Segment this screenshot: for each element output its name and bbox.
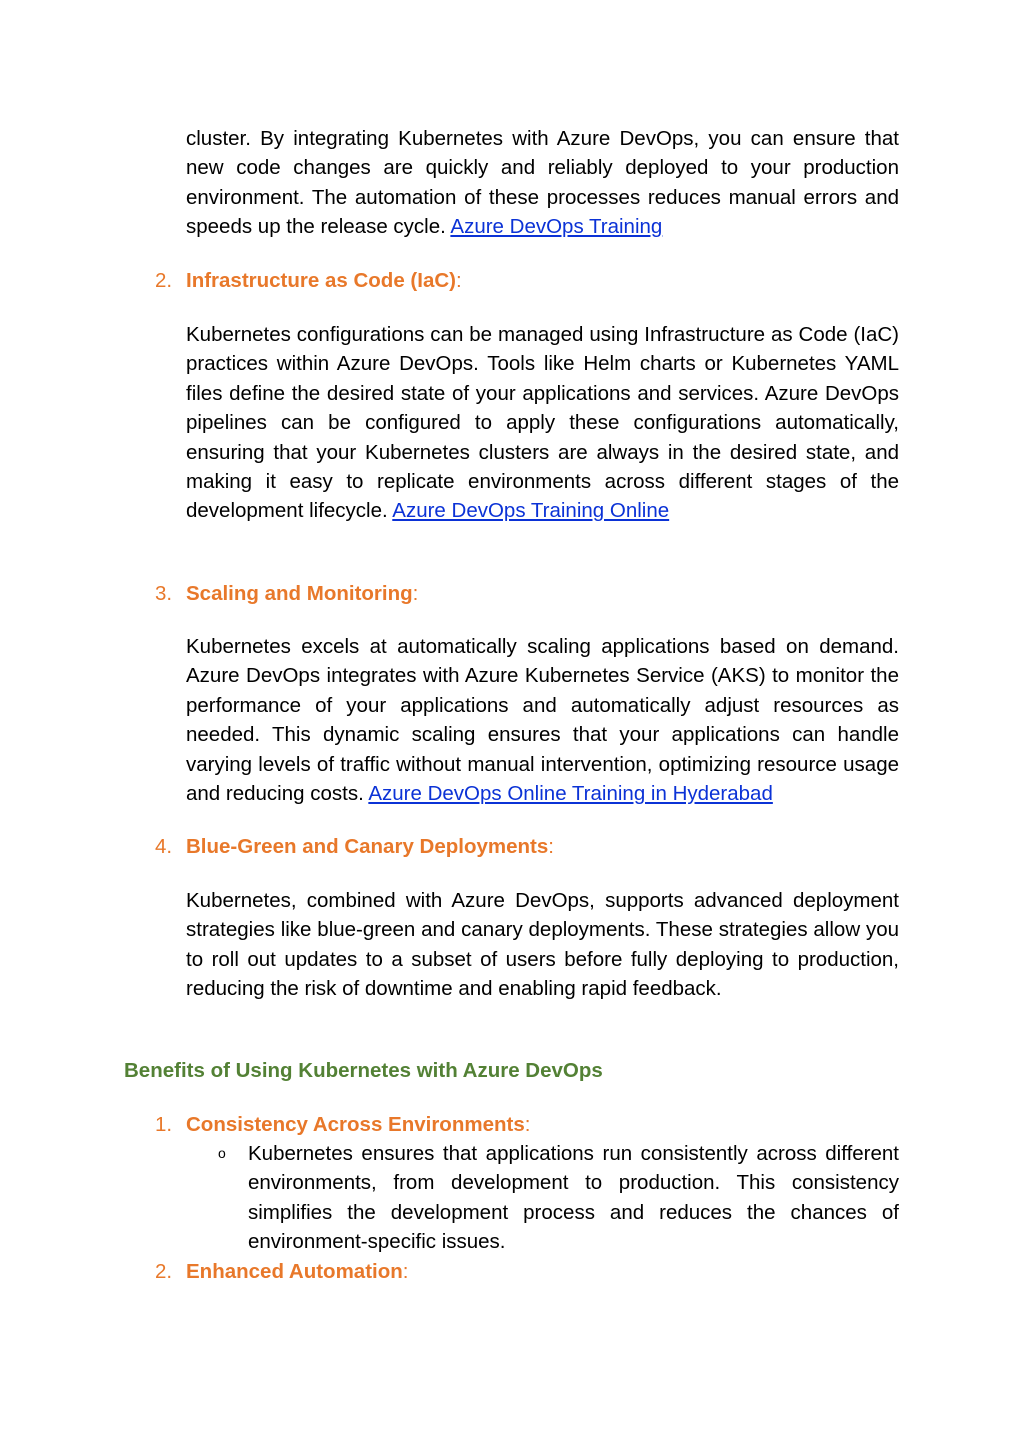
list-item-heading-automation <box>155 1257 899 1286</box>
azure-devops-training-online-link[interactable]: Azure DevOps Training Online <box>392 499 670 523</box>
consistency-bullet-text: Kubernetes ensures that applications run consistently across different environments, from development to production. This consistency simplifies the development process and reduces the chances of environment-specific issues. <box>248 1142 899 1254</box>
item-colon: : <box>548 835 554 858</box>
list-number: 4. <box>155 835 173 858</box>
list-item-heading-scaling <box>155 579 899 608</box>
item-title: Enhanced Automation <box>186 1260 403 1283</box>
list-item-heading-iac <box>155 266 899 295</box>
list-item-heading-consistency <box>155 1110 899 1139</box>
azure-devops-training-link[interactable]: Azure DevOps Training <box>450 215 663 239</box>
bullet-marker: o <box>218 1145 226 1161</box>
item-colon: : <box>524 1113 531 1136</box>
intro-text: cluster. By integrating Kubernetes with Azure DevOps, you can ensure that new code changes are quickly and reliably deployed to your production environment. The automation of these processes reduces manual errors and speeds up the release cycle. <box>186 127 899 239</box>
scaling-paragraph <box>186 632 899 808</box>
iac-paragraph <box>186 320 899 526</box>
list-item-heading-blue-green <box>155 832 899 861</box>
azure-devops-online-training-hyderabad-link[interactable]: Azure DevOps Online Training in Hyderabad <box>368 782 773 806</box>
item-title: Infrastructure as Code (IaC) <box>186 269 456 292</box>
list-number: 2. <box>155 269 173 292</box>
item-colon: : <box>412 582 419 605</box>
item-title: Scaling and Monitoring <box>186 582 413 605</box>
blue-green-text: Kubernetes, combined with Azure DevOps, supports advanced deployment strategies like blue-green and canary deployments. These strategies allow you to roll out updates to a subset of users before fully deploying to production, reducing the risk of downtime and enabling rapid feedback. <box>186 889 899 1001</box>
list-number: 1. <box>155 1113 173 1136</box>
blue-green-paragraph <box>186 886 899 1004</box>
list-number: 3. <box>155 582 173 605</box>
item-colon: : <box>402 1260 409 1283</box>
intro-paragraph <box>186 124 899 242</box>
benefits-heading: Benefits of Using Kubernetes with Azure DevOps <box>124 1059 603 1082</box>
iac-text: Kubernetes configurations can be managed using Infrastructure as Code (IaC) practices within Azure DevOps. Tools like Helm charts or Kubernetes YAML files define the desired state of your applications and services. Azure DevOps pipelines can be configured to apply these configurations automatically, ensuring that your Kubernetes clusters are always in the desired state, and making it easy to replicate environments across different stages of the development lifecycle. <box>186 323 899 523</box>
item-title: Blue-Green and Canary Deployments <box>186 835 549 858</box>
item-title: Consistency Across Environments <box>186 1113 525 1136</box>
scaling-text: Kubernetes excels at automatically scaling applications based on demand. Azure DevOps integrates with Azure Kubernetes Service (AKS) to monitor the performance of your applications and automatically adjust resources as needed. This dynamic scaling ensures that your applications can handle varying levels of traffic without manual intervention, optimizing resource usage and reducing costs. <box>186 635 899 806</box>
consistency-bullet <box>218 1139 899 1257</box>
item-colon: : <box>455 269 462 292</box>
list-number: 2. <box>155 1260 173 1283</box>
